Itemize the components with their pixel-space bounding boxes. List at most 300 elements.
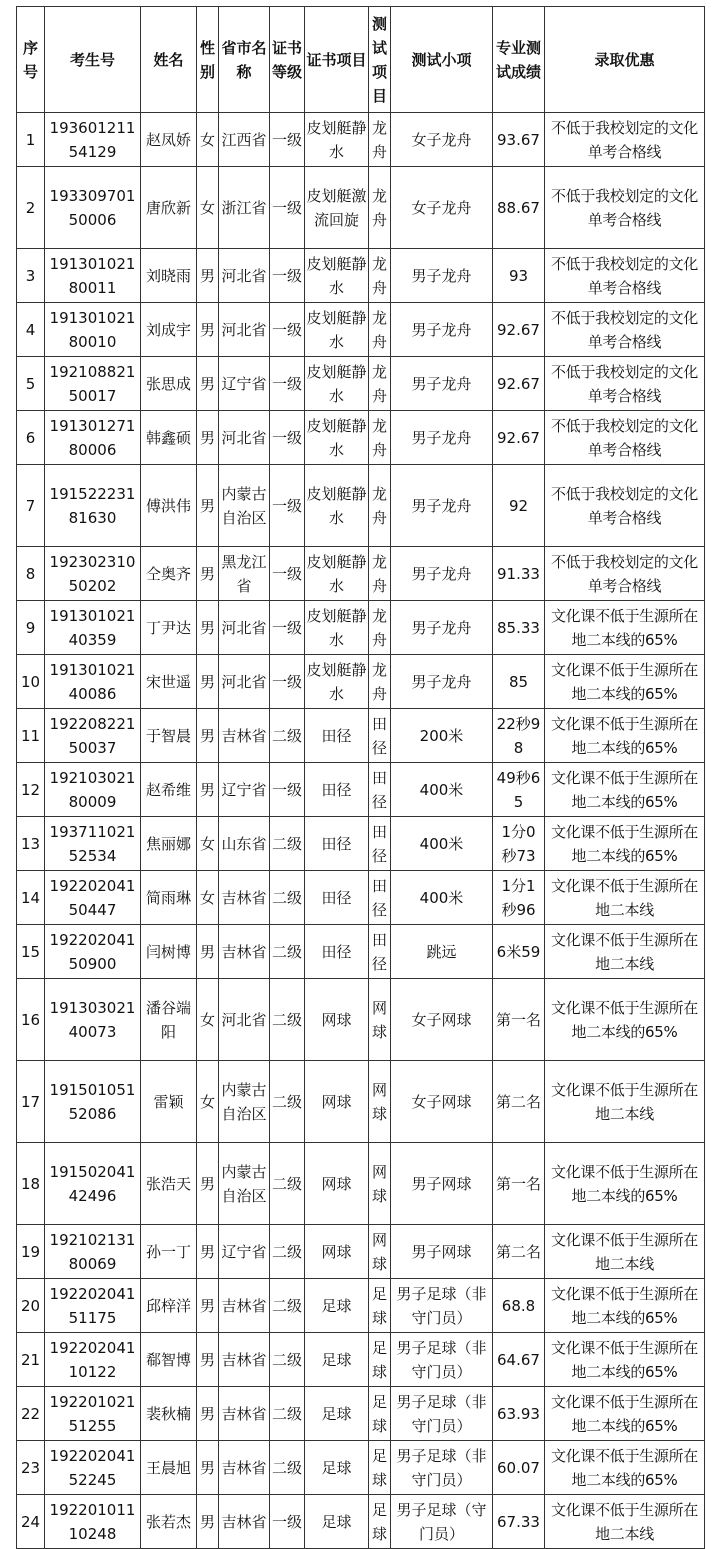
cell-test-subitem: 男子龙舟 [391, 601, 493, 655]
cell-cert-item: 网球 [305, 1143, 369, 1225]
cell-seq: 17 [17, 1061, 45, 1143]
cell-seq: 8 [17, 547, 45, 601]
cell-name: 傅洪伟 [141, 465, 197, 547]
cell-cert-item: 田径 [305, 871, 369, 925]
cell-seq: 20 [17, 1279, 45, 1333]
cell-admission-preference: 文化课不低于生源所在地二本线的65% [545, 709, 705, 763]
cell-cert-level: 二级 [270, 979, 305, 1061]
cell-gender: 女 [197, 817, 219, 871]
cell-name: 刘成宇 [141, 303, 197, 357]
cell-test-subitem: 400米 [391, 871, 493, 925]
cell-name: 王晨旭 [141, 1441, 197, 1495]
cell-name: 仝奥齐 [141, 547, 197, 601]
cell-cert-level: 二级 [270, 1387, 305, 1441]
cell-seq: 21 [17, 1333, 45, 1387]
table-row [17, 871, 705, 925]
cell-admission-preference: 不低于我校划定的文化单考合格线 [545, 465, 705, 547]
table-row [17, 357, 705, 411]
table-row [17, 979, 705, 1061]
cell-name: 张思成 [141, 357, 197, 411]
cell-name: 焦丽娜 [141, 817, 197, 871]
cell-test-item: 龙舟 [369, 465, 391, 547]
cell-test-item: 足球 [369, 1387, 391, 1441]
cell-name: 刘晓雨 [141, 249, 197, 303]
cell-province: 内蒙古自治区 [219, 465, 270, 547]
cell-cert-item: 田径 [305, 763, 369, 817]
cell-score: 第一名 [493, 979, 545, 1061]
admission-table [16, 6, 705, 1549]
cell-test-subitem: 男子网球 [391, 1225, 493, 1279]
cell-admission-preference: 文化课不低于生源所在地二本线的65% [545, 817, 705, 871]
cell-exam-number: 19220204110122 [45, 1333, 141, 1387]
table-row [17, 547, 705, 601]
cell-test-item: 网球 [369, 1225, 391, 1279]
cell-score: 第二名 [493, 1225, 545, 1279]
table-body [17, 113, 705, 1549]
cell-test-subitem: 女子龙舟 [391, 167, 493, 249]
header-gender: 性别 [197, 7, 219, 113]
cell-province: 河北省 [219, 979, 270, 1061]
cell-gender: 男 [197, 411, 219, 465]
cell-seq: 23 [17, 1441, 45, 1495]
cell-seq: 16 [17, 979, 45, 1061]
cell-seq: 12 [17, 763, 45, 817]
header-cert-level: 证书等级 [270, 7, 305, 113]
cell-score: 91.33 [493, 547, 545, 601]
cell-gender: 女 [197, 871, 219, 925]
header-cert-item: 证书项目 [305, 7, 369, 113]
cell-seq: 11 [17, 709, 45, 763]
cell-test-subitem: 男子龙舟 [391, 547, 493, 601]
cell-name: 裴秋楠 [141, 1387, 197, 1441]
cell-seq: 7 [17, 465, 45, 547]
table-row [17, 1333, 705, 1387]
table-row [17, 303, 705, 357]
cell-province: 辽宁省 [219, 763, 270, 817]
cell-name: 唐欣新 [141, 167, 197, 249]
cell-province: 江西省 [219, 113, 270, 167]
table-row [17, 1279, 705, 1333]
cell-admission-preference: 文化课不低于生源所在地二本线的65% [545, 763, 705, 817]
header-exam-number: 考生号 [45, 7, 141, 113]
cell-admission-preference: 文化课不低于生源所在地二本线的65% [545, 1441, 705, 1495]
cell-score: 85.33 [493, 601, 545, 655]
cell-gender: 男 [197, 1333, 219, 1387]
cell-cert-level: 二级 [270, 1279, 305, 1333]
cell-cert-item: 足球 [305, 1279, 369, 1333]
cell-name: 赵凤娇 [141, 113, 197, 167]
cell-test-subitem: 400米 [391, 817, 493, 871]
cell-name: 潘谷端阳 [141, 979, 197, 1061]
admission-table-wrapper [16, 6, 704, 1549]
cell-name: 郗智博 [141, 1333, 197, 1387]
cell-seq: 18 [17, 1143, 45, 1225]
cell-exam-number: 19210882150017 [45, 357, 141, 411]
cell-cert-item: 足球 [305, 1333, 369, 1387]
cell-admission-preference: 文化课不低于生源所在地二本线 [545, 1061, 705, 1143]
cell-admission-preference: 文化课不低于生源所在地二本线 [545, 1225, 705, 1279]
cell-test-subitem: 男子龙舟 [391, 249, 493, 303]
cell-test-item: 龙舟 [369, 357, 391, 411]
cell-exam-number: 19360121154129 [45, 113, 141, 167]
cell-test-item: 田径 [369, 817, 391, 871]
cell-test-subitem: 女子网球 [391, 979, 493, 1061]
cell-score: 第一名 [493, 1143, 545, 1225]
cell-seq: 3 [17, 249, 45, 303]
cell-cert-level: 一级 [270, 113, 305, 167]
table-header-row [17, 7, 705, 113]
cell-score: 92 [493, 465, 545, 547]
cell-cert-item: 网球 [305, 1225, 369, 1279]
cell-gender: 男 [197, 547, 219, 601]
cell-admission-preference: 文化课不低于生源所在地二本线的65% [545, 1333, 705, 1387]
cell-seq: 22 [17, 1387, 45, 1441]
cell-province: 山东省 [219, 817, 270, 871]
cell-gender: 女 [197, 167, 219, 249]
table-row [17, 763, 705, 817]
table-row [17, 1441, 705, 1495]
cell-province: 浙江省 [219, 167, 270, 249]
header-province: 省市名称 [219, 7, 270, 113]
cell-test-subitem: 男子龙舟 [391, 465, 493, 547]
cell-cert-item: 皮划艇静水 [305, 465, 369, 547]
cell-score: 92.67 [493, 303, 545, 357]
cell-test-item: 龙舟 [369, 113, 391, 167]
cell-score: 88.67 [493, 167, 545, 249]
cell-name: 于智晨 [141, 709, 197, 763]
cell-admission-preference: 文化课不低于生源所在地二本线 [545, 1495, 705, 1549]
table-row [17, 113, 705, 167]
cell-cert-item: 皮划艇静水 [305, 547, 369, 601]
cell-province: 内蒙古自治区 [219, 1143, 270, 1225]
cell-cert-item: 皮划艇静水 [305, 303, 369, 357]
header-name: 姓名 [141, 7, 197, 113]
cell-cert-level: 一级 [270, 249, 305, 303]
cell-test-item: 龙舟 [369, 547, 391, 601]
cell-cert-level: 二级 [270, 1333, 305, 1387]
cell-gender: 女 [197, 979, 219, 1061]
cell-province: 河北省 [219, 601, 270, 655]
cell-cert-item: 足球 [305, 1441, 369, 1495]
cell-admission-preference: 文化课不低于生源所在地二本线的65% [545, 1387, 705, 1441]
cell-test-subitem: 跳远 [391, 925, 493, 979]
cell-cert-item: 田径 [305, 817, 369, 871]
table-row [17, 411, 705, 465]
cell-test-subitem: 400米 [391, 763, 493, 817]
cell-cert-level: 一级 [270, 763, 305, 817]
cell-test-subitem: 男子足球（守门员） [391, 1495, 493, 1549]
cell-name: 邱梓洋 [141, 1279, 197, 1333]
cell-seq: 19 [17, 1225, 45, 1279]
cell-gender: 男 [197, 1143, 219, 1225]
cell-cert-item: 皮划艇静水 [305, 357, 369, 411]
cell-cert-level: 二级 [270, 1061, 305, 1143]
cell-cert-level: 一级 [270, 601, 305, 655]
table-row [17, 655, 705, 709]
cell-test-item: 田径 [369, 871, 391, 925]
cell-cert-item: 皮划艇静水 [305, 411, 369, 465]
cell-test-item: 足球 [369, 1441, 391, 1495]
cell-cert-level: 一级 [270, 167, 305, 249]
cell-province: 河北省 [219, 655, 270, 709]
cell-admission-preference: 不低于我校划定的文化单考合格线 [545, 167, 705, 249]
cell-gender: 男 [197, 357, 219, 411]
cell-cert-item: 网球 [305, 979, 369, 1061]
table-row [17, 925, 705, 979]
cell-province: 河北省 [219, 249, 270, 303]
cell-seq: 15 [17, 925, 45, 979]
cell-gender: 男 [197, 465, 219, 547]
cell-gender: 男 [197, 1441, 219, 1495]
cell-admission-preference: 不低于我校划定的文化单考合格线 [545, 357, 705, 411]
cell-admission-preference: 文化课不低于生源所在地二本线的65% [545, 655, 705, 709]
cell-score: 1分1秒96 [493, 871, 545, 925]
cell-province: 吉林省 [219, 709, 270, 763]
cell-test-item: 龙舟 [369, 303, 391, 357]
cell-gender: 男 [197, 655, 219, 709]
cell-test-item: 龙舟 [369, 655, 391, 709]
cell-name: 宋世遥 [141, 655, 197, 709]
cell-cert-item: 足球 [305, 1387, 369, 1441]
cell-exam-number: 19150105152086 [45, 1061, 141, 1143]
cell-name: 孙一丁 [141, 1225, 197, 1279]
header-test-item: 测试项目 [369, 7, 391, 113]
header-admission-preference: 录取优惠 [545, 7, 705, 113]
cell-score: 22秒98 [493, 709, 545, 763]
cell-exam-number: 19130102180011 [45, 249, 141, 303]
cell-test-subitem: 男子龙舟 [391, 411, 493, 465]
table-row [17, 1495, 705, 1549]
cell-exam-number: 19220822150037 [45, 709, 141, 763]
cell-exam-number: 19130102140359 [45, 601, 141, 655]
cell-admission-preference: 文化课不低于生源所在地二本线的65% [545, 601, 705, 655]
cell-score: 6米59 [493, 925, 545, 979]
cell-name: 赵希维 [141, 763, 197, 817]
cell-admission-preference: 文化课不低于生源所在地二本线的65% [545, 979, 705, 1061]
cell-exam-number: 19371102152534 [45, 817, 141, 871]
cell-gender: 男 [197, 1387, 219, 1441]
cell-test-item: 足球 [369, 1279, 391, 1333]
cell-exam-number: 19152223181630 [45, 465, 141, 547]
cell-admission-preference: 文化课不低于生源所在地二本线 [545, 925, 705, 979]
table-row [17, 709, 705, 763]
cell-exam-number: 19210302180009 [45, 763, 141, 817]
cell-name: 韩鑫硕 [141, 411, 197, 465]
cell-admission-preference: 文化课不低于生源所在地二本线 [545, 871, 705, 925]
cell-test-item: 龙舟 [369, 411, 391, 465]
cell-test-subitem: 男子龙舟 [391, 303, 493, 357]
cell-cert-item: 网球 [305, 1061, 369, 1143]
cell-exam-number: 19130302140073 [45, 979, 141, 1061]
cell-name: 雷颖 [141, 1061, 197, 1143]
cell-admission-preference: 不低于我校划定的文化单考合格线 [545, 303, 705, 357]
cell-name: 简雨琳 [141, 871, 197, 925]
cell-exam-number: 19210213180069 [45, 1225, 141, 1279]
table-row [17, 601, 705, 655]
cell-cert-level: 二级 [270, 817, 305, 871]
cell-cert-item: 皮划艇静水 [305, 601, 369, 655]
cell-name: 丁尹达 [141, 601, 197, 655]
cell-test-subitem: 200米 [391, 709, 493, 763]
cell-cert-level: 二级 [270, 1441, 305, 1495]
cell-gender: 男 [197, 1495, 219, 1549]
cell-cert-item: 足球 [305, 1495, 369, 1549]
cell-score: 67.33 [493, 1495, 545, 1549]
cell-test-item: 龙舟 [369, 167, 391, 249]
cell-province: 辽宁省 [219, 357, 270, 411]
cell-seq: 2 [17, 167, 45, 249]
cell-test-item: 网球 [369, 979, 391, 1061]
cell-cert-level: 一级 [270, 357, 305, 411]
cell-cert-item: 皮划艇静水 [305, 655, 369, 709]
table-row [17, 167, 705, 249]
cell-exam-number: 19130102140086 [45, 655, 141, 709]
cell-gender: 女 [197, 113, 219, 167]
cell-admission-preference: 不低于我校划定的文化单考合格线 [545, 547, 705, 601]
cell-gender: 男 [197, 1225, 219, 1279]
cell-seq: 9 [17, 601, 45, 655]
header-seq: 序号 [17, 7, 45, 113]
cell-exam-number: 19220204150447 [45, 871, 141, 925]
cell-cert-level: 一级 [270, 547, 305, 601]
cell-seq: 5 [17, 357, 45, 411]
cell-cert-item: 皮划艇静水 [305, 249, 369, 303]
cell-test-subitem: 男子足球（非守门员） [391, 1333, 493, 1387]
cell-exam-number: 19330970150006 [45, 167, 141, 249]
cell-name: 闫树博 [141, 925, 197, 979]
cell-province: 吉林省 [219, 1441, 270, 1495]
cell-gender: 女 [197, 1061, 219, 1143]
cell-province: 吉林省 [219, 871, 270, 925]
cell-gender: 男 [197, 1279, 219, 1333]
cell-seq: 10 [17, 655, 45, 709]
cell-name: 张浩天 [141, 1143, 197, 1225]
cell-gender: 男 [197, 709, 219, 763]
cell-cert-level: 二级 [270, 925, 305, 979]
cell-test-item: 网球 [369, 1143, 391, 1225]
cell-province: 辽宁省 [219, 1225, 270, 1279]
cell-gender: 男 [197, 763, 219, 817]
cell-score: 63.93 [493, 1387, 545, 1441]
cell-cert-level: 二级 [270, 1225, 305, 1279]
cell-admission-preference: 文化课不低于生源所在地二本线的65% [545, 1279, 705, 1333]
cell-score: 92.67 [493, 411, 545, 465]
cell-test-subitem: 男子龙舟 [391, 357, 493, 411]
table-row [17, 1061, 705, 1143]
cell-exam-number: 19220204150900 [45, 925, 141, 979]
cell-test-subitem: 男子龙舟 [391, 655, 493, 709]
cell-cert-level: 二级 [270, 871, 305, 925]
cell-province: 黑龙江省 [219, 547, 270, 601]
cell-exam-number: 19220204152245 [45, 1441, 141, 1495]
cell-exam-number: 19220102151255 [45, 1387, 141, 1441]
cell-cert-level: 一级 [270, 465, 305, 547]
cell-admission-preference: 文化课不低于生源所在地二本线的65% [545, 1143, 705, 1225]
cell-province: 河北省 [219, 303, 270, 357]
cell-seq: 13 [17, 817, 45, 871]
cell-test-item: 网球 [369, 1061, 391, 1143]
cell-cert-level: 二级 [270, 1143, 305, 1225]
cell-exam-number: 19220204151175 [45, 1279, 141, 1333]
cell-seq: 1 [17, 113, 45, 167]
table-row [17, 465, 705, 547]
cell-exam-number: 19220101110248 [45, 1495, 141, 1549]
table-row [17, 249, 705, 303]
cell-exam-number: 19230231050202 [45, 547, 141, 601]
table-row [17, 817, 705, 871]
table-row [17, 1225, 705, 1279]
cell-cert-item: 田径 [305, 925, 369, 979]
cell-province: 河北省 [219, 411, 270, 465]
cell-province: 内蒙古自治区 [219, 1061, 270, 1143]
cell-test-item: 龙舟 [369, 601, 391, 655]
cell-province: 吉林省 [219, 1279, 270, 1333]
cell-test-subitem: 男子足球（非守门员） [391, 1441, 493, 1495]
cell-gender: 男 [197, 925, 219, 979]
cell-exam-number: 19150204142496 [45, 1143, 141, 1225]
header-score: 专业测试成绩 [493, 7, 545, 113]
cell-cert-level: 二级 [270, 709, 305, 763]
cell-admission-preference: 不低于我校划定的文化单考合格线 [545, 249, 705, 303]
cell-admission-preference: 不低于我校划定的文化单考合格线 [545, 113, 705, 167]
cell-test-subitem: 女子网球 [391, 1061, 493, 1143]
cell-province: 吉林省 [219, 1387, 270, 1441]
header-test-subitem: 测试小项 [391, 7, 493, 113]
cell-test-subitem: 男子足球（非守门员） [391, 1279, 493, 1333]
cell-cert-item: 皮划艇静水 [305, 113, 369, 167]
cell-score: 93 [493, 249, 545, 303]
cell-test-item: 足球 [369, 1333, 391, 1387]
cell-score: 93.67 [493, 113, 545, 167]
cell-score: 1分0秒73 [493, 817, 545, 871]
cell-province: 吉林省 [219, 1495, 270, 1549]
cell-score: 68.8 [493, 1279, 545, 1333]
cell-province: 吉林省 [219, 1333, 270, 1387]
cell-score: 第二名 [493, 1061, 545, 1143]
cell-cert-level: 一级 [270, 303, 305, 357]
cell-seq: 4 [17, 303, 45, 357]
cell-score: 64.67 [493, 1333, 545, 1387]
cell-test-subitem: 男子网球 [391, 1143, 493, 1225]
cell-seq: 14 [17, 871, 45, 925]
cell-seq: 24 [17, 1495, 45, 1549]
cell-gender: 男 [197, 601, 219, 655]
cell-seq: 6 [17, 411, 45, 465]
cell-test-item: 足球 [369, 1495, 391, 1549]
cell-cert-level: 一级 [270, 1495, 305, 1549]
cell-gender: 男 [197, 249, 219, 303]
cell-name: 张若杰 [141, 1495, 197, 1549]
cell-exam-number: 19130127180006 [45, 411, 141, 465]
cell-score: 60.07 [493, 1441, 545, 1495]
cell-test-subitem: 男子足球（非守门员） [391, 1387, 493, 1441]
cell-exam-number: 19130102180010 [45, 303, 141, 357]
cell-test-item: 田径 [369, 763, 391, 817]
cell-score: 92.67 [493, 357, 545, 411]
cell-test-subitem: 女子龙舟 [391, 113, 493, 167]
cell-cert-item: 田径 [305, 709, 369, 763]
cell-admission-preference: 不低于我校划定的文化单考合格线 [545, 411, 705, 465]
cell-score: 85 [493, 655, 545, 709]
cell-test-item: 龙舟 [369, 249, 391, 303]
cell-score: 49秒65 [493, 763, 545, 817]
cell-test-item: 田径 [369, 709, 391, 763]
cell-cert-item: 皮划艇激流回旋 [305, 167, 369, 249]
table-row [17, 1387, 705, 1441]
cell-province: 吉林省 [219, 925, 270, 979]
cell-test-item: 田径 [369, 925, 391, 979]
cell-gender: 男 [197, 303, 219, 357]
